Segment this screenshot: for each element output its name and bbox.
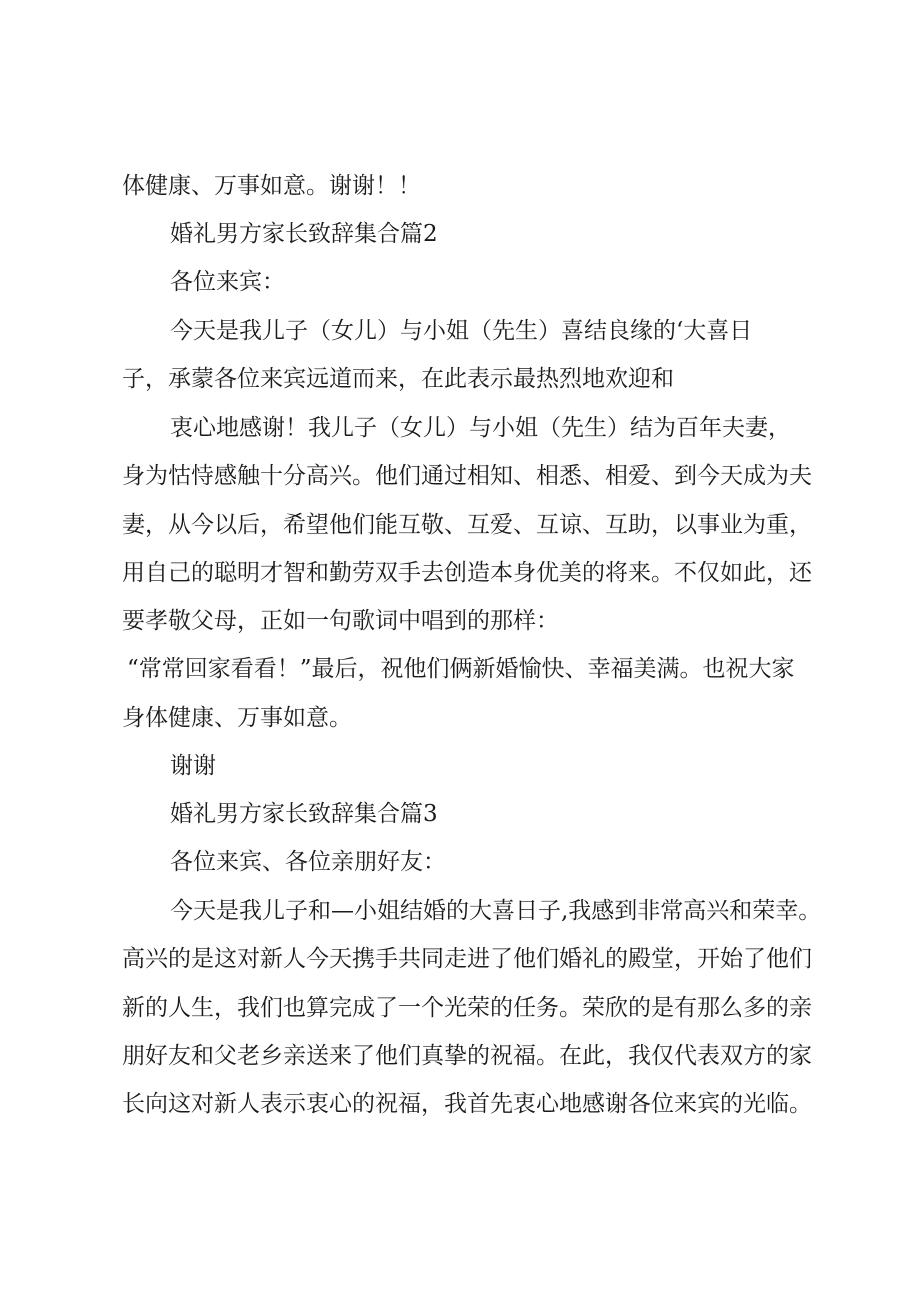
paragraph-line: 长向这对新人表示衷心的祝福，我首先衷心地感谢各位来宾的光临。 [122,1091,812,1117]
closing-line: 体健康、万事如意。谢谢！！ [122,173,421,199]
paragraph-line: 要孝敬父母，正如一句歌词中唱到的那样： [122,608,559,634]
section-heading-2: 婚礼男方家长致辞集合篇2 [170,221,438,247]
thanks-line: 谢谢 [170,753,216,779]
paragraph-line: 用自己的聪明才智和勤劳双手去创造本身优美的将来。不仅如此，还 [122,560,812,586]
paragraph-line: 今天是我儿子和—小姐结婚的大喜日子,我感到非常高兴和荣幸。 [170,898,822,924]
paragraph-line: 身体健康、万事如意。 [122,705,352,731]
paragraph-line: “常常回家看看！”最后，祝他们俩新婚愉快、幸福美满。也祝大家 [127,656,795,682]
salutation: 各位来宾、各位亲朋好友： [170,849,446,875]
paragraph-line: 妻，从今以后，希望他们能互敬、互爱、互谅、互助，以事业为重， [122,512,812,538]
salutation: 各位来宾： [170,269,285,295]
paragraph-line: 身为怙恃感触十分高兴。他们通过相知、相悉、相爱、到今天成为夫 [122,463,812,489]
section-heading-3: 婚礼男方家长致辞集合篇3 [170,801,438,827]
paragraph-line: 今天是我儿子（女儿）与小姐（先生）喜结良缘的‘大喜日 [170,318,753,344]
paragraph-line: 高兴的是这对新人今天携手共同走进了他们婚礼的殿堂，开始了他们 [122,946,812,972]
paragraph-line: 朋好友和父老乡亲送来了他们真挚的祝福。在此，我仅代表双方的家 [122,1043,812,1069]
paragraph-line: 新的人生，我们也算完成了一个光荣的任务。荣欣的是有那么多的亲 [122,995,812,1021]
paragraph-line: 子，承蒙各位来宾远道而来，在此表示最热烈地欢迎和 [122,366,674,392]
paragraph-line: 衷心地感谢！我儿子（女儿）与小姐（先生）结为百年夫妻， [170,415,791,441]
